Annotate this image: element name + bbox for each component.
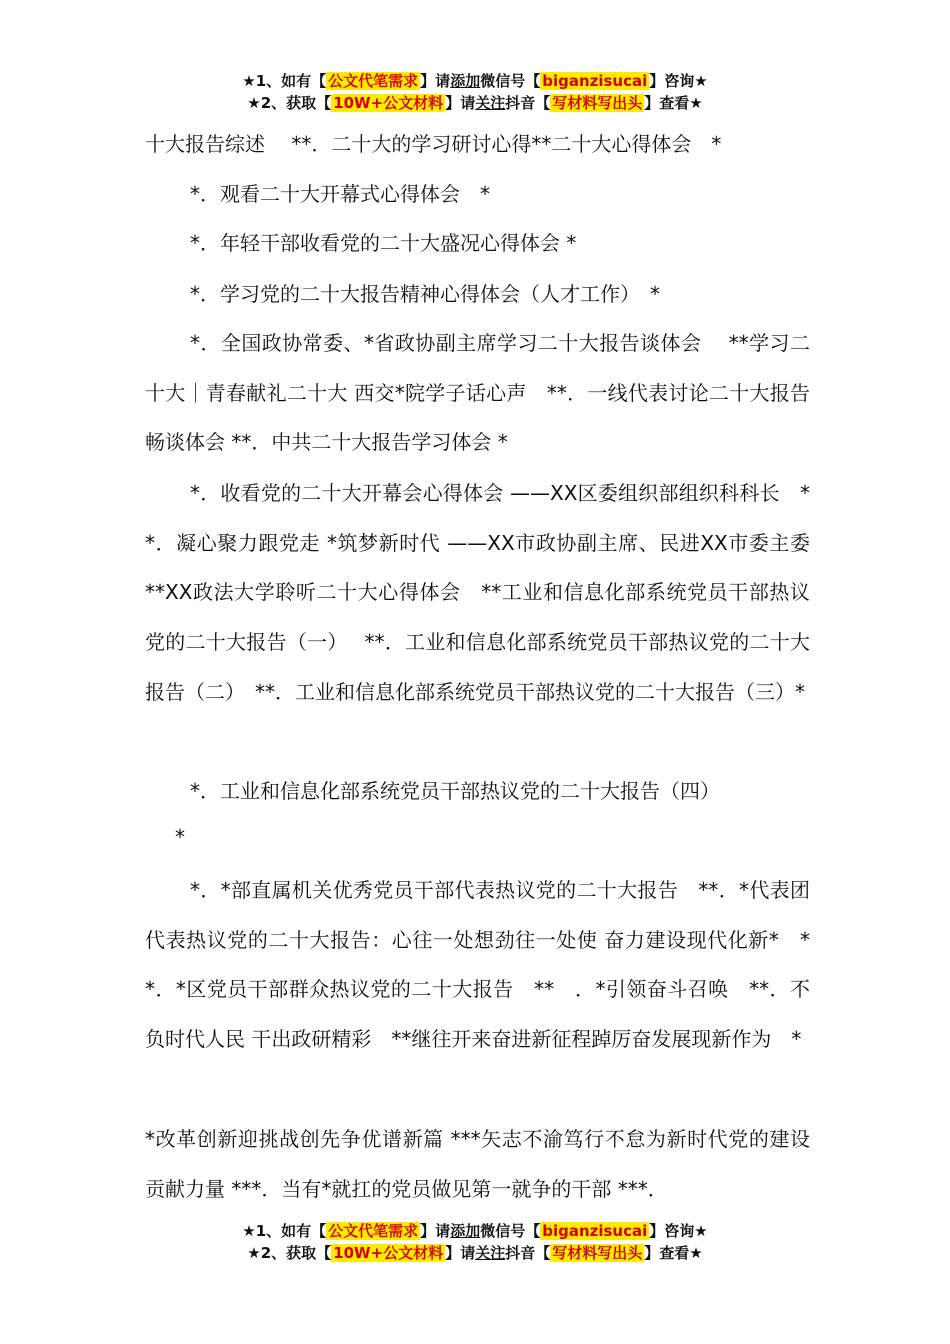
banner-text: 】请 bbox=[420, 1222, 451, 1240]
banner-text: 】查看★ bbox=[644, 94, 703, 112]
body-paragraph: *．全国政协常委、*省政协副主席学习二十大报告谈体会 **学习二十大｜青春献礼二十大 西交*院学子话心声 **．一线代表讨论二十大报告畅谈体会 **．中共二十大报告学习体会 * bbox=[145, 331, 810, 455]
highlight-text: 10W+公文材料 bbox=[333, 94, 444, 112]
underlined-text: 关注 bbox=[475, 94, 506, 112]
underlined-text: 关注 bbox=[475, 1244, 506, 1262]
highlight-text: 写材料写出头 bbox=[552, 94, 643, 112]
body-paragraph: *．工业和信息化部系统党员干部热议党的二十大报告（四） bbox=[190, 779, 720, 803]
underlined-text: 添加 bbox=[450, 1222, 481, 1240]
header-banner bbox=[0, 70, 950, 114]
highlight-text: 公文代笔需求 bbox=[328, 72, 419, 90]
body-paragraph: *．收看党的二十大开幕会心得体会 ——XX区委组织部组织科科长 **．凝心聚力跟党走 *筑梦新时代 ——XX市政协副主席、民进XX市委主委 **XX政法大学聆听二十大心得体会 **工业和信息化部系统党员干部热议党的二十大报告（一） **．工业和信息化部系统党员干部热议党的二十大报告（二） **．工业和信息化部系统党员干部热议党的二十大报告（三）* bbox=[145, 481, 830, 704]
banner-text: ★2、获取【 bbox=[247, 1244, 332, 1262]
body-paragraph: 十大报告综述 **．二十大的学习研讨心得**二十大心得体会 * bbox=[145, 132, 722, 156]
banner-text: 抖音【 bbox=[505, 94, 551, 112]
banner-text: 微信号【 bbox=[480, 1222, 541, 1240]
banner-line-1 bbox=[0, 1220, 950, 1242]
banner-text: 抖音【 bbox=[505, 1244, 551, 1262]
banner-text: 】请 bbox=[445, 94, 476, 112]
footer-banner bbox=[0, 1220, 950, 1264]
banner-line-1 bbox=[0, 70, 950, 92]
banner-text: ★1、如有【 bbox=[242, 1222, 327, 1240]
body-paragraph: *．年轻干部收看党的二十大盛况心得体会 * bbox=[190, 231, 577, 255]
banner-text: ★1、如有【 bbox=[242, 72, 327, 90]
highlight-text: biganzisucai bbox=[542, 72, 648, 90]
body-paragraph: *．学习党的二十大报告精神心得体会（人才工作） * bbox=[190, 282, 660, 306]
body-paragraph: *．*部直属机关优秀党员干部代表热议党的二十大报告 **．*代表团代表热议党的二十大报告：心往一处想劲往一处使 奋力建设现代化新* **．*区党员干部群众热议党的二十大报告 ** ．*引领奋斗召唤 **．不负时代人民 干出政研精彩 **继往开来奋进新征程踔厉奋发展现新作为 * bbox=[145, 878, 810, 1052]
highlight-text: biganzisucai bbox=[542, 1222, 648, 1240]
banner-text: 】咨询★ bbox=[649, 1222, 708, 1240]
underlined-text: 添加 bbox=[450, 72, 481, 90]
body-paragraph: *．观看二十大开幕式心得体会 * bbox=[190, 182, 490, 206]
banner-text: 】咨询★ bbox=[649, 72, 708, 90]
banner-line-2 bbox=[0, 92, 950, 114]
banner-text: 】查看★ bbox=[644, 1244, 703, 1262]
banner-text: 】请 bbox=[420, 72, 451, 90]
banner-text: ★2、获取【 bbox=[247, 94, 332, 112]
highlight-text: 写材料写出头 bbox=[552, 1244, 643, 1262]
banner-text: 微信号【 bbox=[480, 72, 541, 90]
banner-text: 】请 bbox=[445, 1244, 476, 1262]
body-paragraph: *改革创新迎挑战创先争优谱新篇 ***矢志不渝笃行不怠为新时代党的建设贡献力量 ***．当有*就扛的党员做见第一就争的干部 ***． bbox=[145, 1127, 810, 1201]
banner-line-2 bbox=[0, 1242, 950, 1264]
highlight-text: 公文代笔需求 bbox=[328, 1222, 419, 1240]
body-paragraph: * bbox=[175, 825, 185, 849]
highlight-text: 10W+公文材料 bbox=[333, 1244, 444, 1262]
